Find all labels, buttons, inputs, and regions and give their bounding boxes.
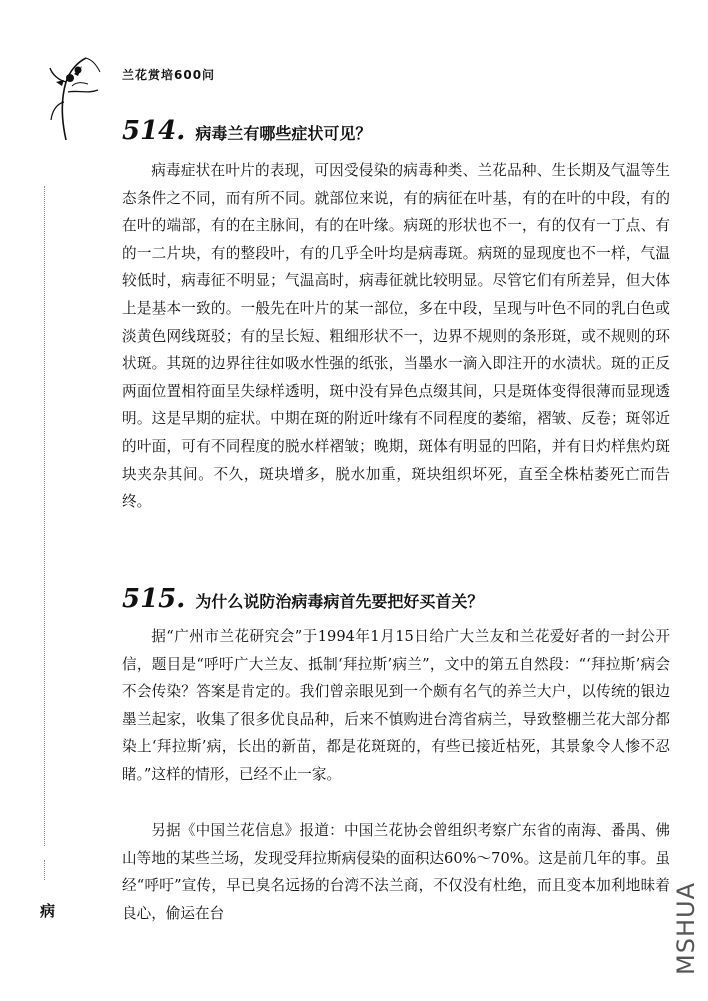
question-heading	[122, 584, 483, 614]
answer-paragraph: 另据《中国兰花信息》报道：中国兰花协会曾组织考察广东省的南海、番禺、佛山等地的某些兰场，发现受拜拉斯病侵染的面积达60%～70%。这是前几年的事。虽经“呼吁”宣传，早已臭名远扬的台湾不法兰商，不仅没有杜绝，而且变本加利地昧着良心，偷运在台	[122, 822, 670, 922]
question-title: 病毒兰有哪些症状可见？	[195, 124, 372, 143]
question-heading	[122, 116, 371, 146]
question-title: 为什么说防治病毒病首先要把好买首关？	[195, 592, 484, 611]
question-number: 515.	[122, 584, 186, 614]
running-header-title: 兰花赏培600问	[122, 68, 216, 82]
section-tab-label: 病	[40, 902, 56, 920]
answer-paragraph: 病毒症状在叶片的表现，可因受侵染的病毒种类、兰花品种、生长期及气温等生态条件之不同，而有所不同。就部位来说，有的病征在叶基，有的在叶的中段，有的在叶的端部，有的在主脉间，有的在叶缘。病斑的形状也不一，有的仅有一丁点、有的一二片块，有的整段叶，有的几乎全叶均是病毒斑。病斑的显现度也不一样，气温较低时，病毒征不明显；气温高时，病毒征就比较明显。尽管它们有所差异，但大体上是基本一致的。一般先在叶片的某一部位，多在中段，呈现与叶色不同的乳白色或淡黄色网线斑驳；有的呈长短、粗细形状不一，边界不规则的条形斑，或不规则的环状斑。其斑的边界往往如吸水性强的纸张，当墨水一滴入即注开的水渍状。斑的正反两面位置相符面呈失绿样透明，斑中没有异色点缀其间，只是斑体变得很薄而显现透明。这是早期的症状。中期在斑的附近叶缘有不同程度的萎缩，褶皱、反卷；斑邻近的叶面，可有不同程度的脱水样褶皱；晚期，斑体有明显的凹陷，并有日灼样焦灼斑块夹杂其间。不久，斑块增多，脱水加重，斑块组织坏死，直至全株枯萎死亡而告终。	[122, 162, 670, 511]
question-number: 514.	[122, 116, 186, 146]
margin-dotted-rule	[44, 860, 47, 880]
watermark: MSHUA	[672, 882, 700, 975]
answer-paragraph: 据“广州市兰花研究会”于1994年1月15日给广大兰友和兰花爱好者的一封公开信，题目是“呼吁广大兰友、抵制‘拜拉斯’病兰”，文中的第五自然段：“‘拜拉斯’病会不会传染？答案是肯定的。我们曾亲眼见到一个颇有名气的养兰大户，以传统的银边墨兰起家，收集了很多优良品种，后来不慎购进台湾省病兰，导致整棚兰花大部分都染上‘拜拉斯’病，长出的新苗，都是花斑斑的，有些已接近枯死，其景象令人惨不忍睹。”这样的情形，已经不止一家。	[122, 628, 670, 783]
orchid-sketch-icon	[48, 52, 108, 142]
margin-dotted-rule	[44, 186, 47, 846]
